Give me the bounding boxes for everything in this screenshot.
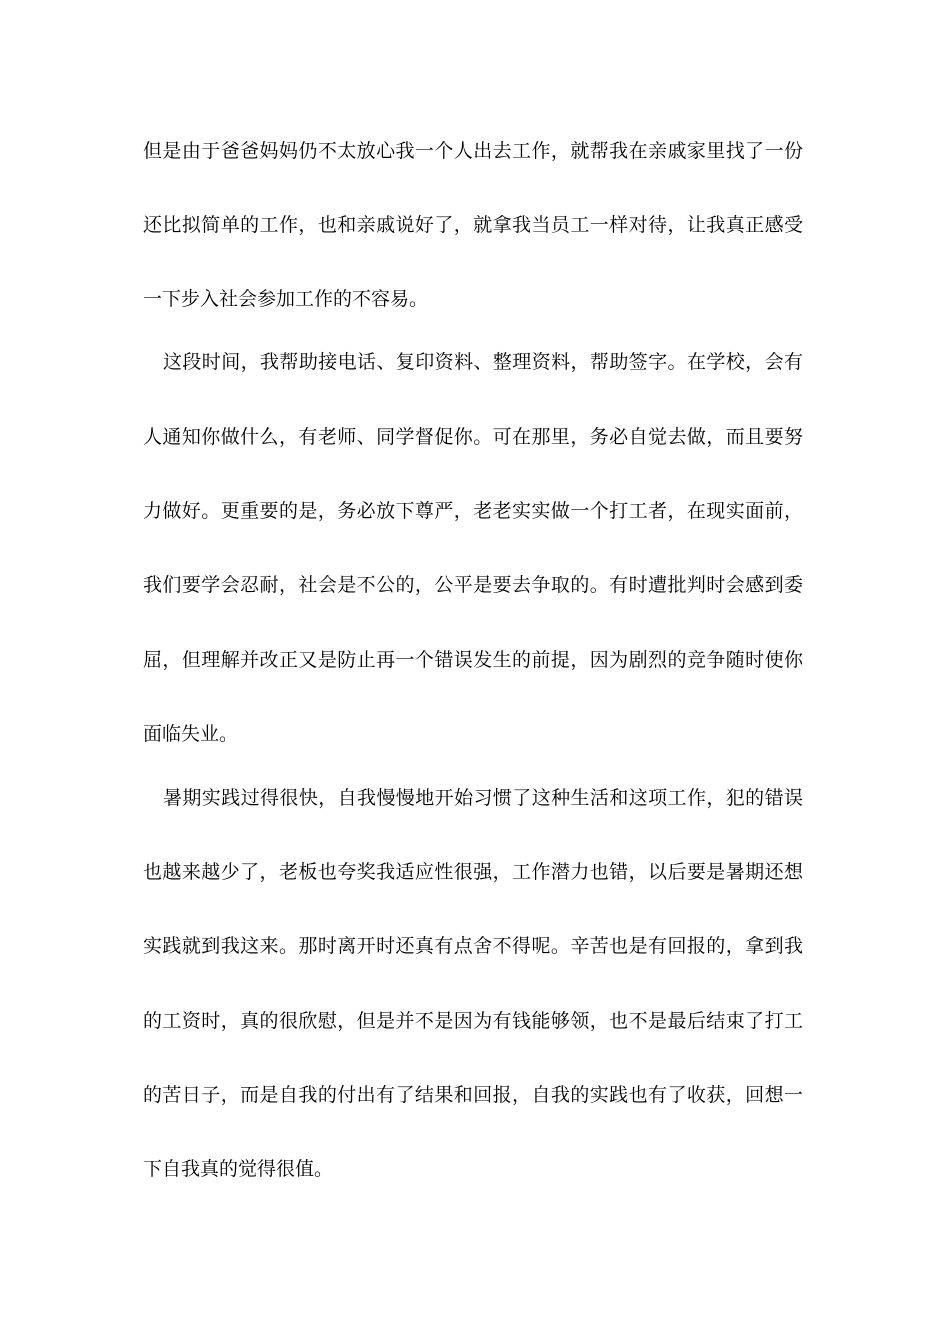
paragraph-2-line-2: 人通知你做什么，有老师、同学督促你。可在那里，务必自觉去做，而且要努: [143, 426, 803, 448]
paragraph-2-line-1: 这段时间，我帮助接电话、复印资料、整理资料，帮助签字。在学校，会有: [163, 351, 803, 373]
paragraph-3-line-6: 下自我真的觉得很值。: [143, 1158, 334, 1180]
paragraph-3-line-2: 也越来越少了，老板也夸奖我适应性很强，工作潜力也错，以后要是暑期还想: [143, 861, 803, 883]
paragraph-3-line-5: 的苦日子，而是自我的付出有了结果和回报，自我的实践也有了收获，回想一: [143, 1084, 803, 1106]
paragraph-1-line-1: 但是由于爸爸妈妈仍不太放心我一个人出去工作，就帮我在亲戚家里找了一份: [143, 140, 803, 162]
paragraph-3-line-3: 实践就到我这来。那时离开时还真有点舍不得呢。辛苦也是有回报的，拿到我: [143, 935, 803, 957]
paragraph-2-line-4: 我们要学会忍耐，社会是不公的，公平是要去争取的。有时遭批判时会感到委: [143, 574, 803, 596]
paragraph-2-line-3: 力做好。更重要的是，务必放下尊严，老老实实做一个打工者，在现实面前，: [143, 500, 803, 522]
paragraph-2-line-6: 面临失业。: [143, 723, 239, 745]
paragraph-2-line-5: 屈，但理解并改正又是防止再一个错误发生的前提，因为剧烈的竞争随时使你: [143, 649, 803, 671]
paragraph-3-line-1: 暑期实践过得很快，自我慢慢地开始习惯了这种生活和这项工作，犯的错误: [163, 787, 803, 809]
paragraph-1-line-2: 还比拟简单的工作，也和亲戚说好了，就拿我当员工一样对待，让我真正感受: [143, 214, 803, 236]
paragraph-3-line-4: 的工资时，真的很欣慰，但是并不是因为有钱能够领，也不是最后结束了打工: [143, 1010, 803, 1032]
paragraph-1-line-3: 一下步入社会参加工作的不容易。: [143, 288, 429, 310]
